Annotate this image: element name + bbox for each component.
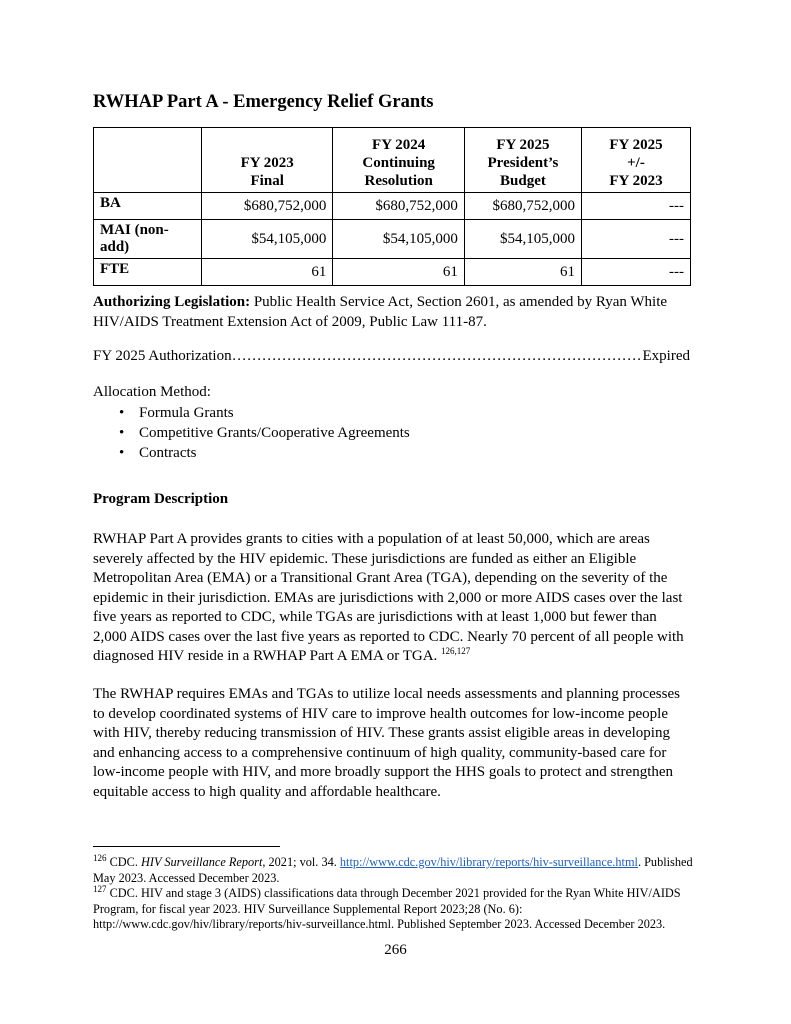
budget-table	[93, 127, 691, 286]
cell: 61	[333, 259, 464, 286]
cell: $680,752,000	[201, 193, 332, 220]
table-row	[94, 220, 691, 259]
authorizing-legislation: Authorizing Legislation: Public Health Service Act, Section 2601, as amended by Ryan White HIV/AIDS Treatment Extension Act of 2009, Public Law 111-87.	[93, 294, 668, 330]
footnotes	[93, 852, 703, 933]
footnote: $^{126}$ CDC. HIV Surveillance Report, 2021; vol. 34. http://www.cdc.gov/hiv/library/reports/hiv-surveillance.html. Published May 2023. Accessed December 2023.	[93, 852, 693, 885]
header-fy2024: FY 2024 Continuing Resolution	[333, 128, 464, 193]
header-change: FY 2025 +/- FY 2023	[581, 128, 690, 193]
table-row	[94, 259, 691, 286]
header-fy2023: FY 2023 Final	[201, 128, 332, 193]
leader-dots	[232, 347, 643, 367]
cell: $680,752,000	[333, 193, 464, 220]
cell: ---	[581, 193, 690, 220]
list-item: • Contracts	[119, 443, 693, 463]
paragraph: The RWHAP requires EMAs and TGAs to utilize local needs assessments and planning processes to develop coordinated systems of HIV care to improve health outcomes for low-income people with HIV, thereby reducing transmission of HIV. These grants assist eligible areas in developing and enhancing access to a comprehensive continuum of high quality, community-based care for low-income people with HIV, and more broadly support the HHS goals to protect and strengthen equitable access to high quality and affordable healthcare.	[93, 686, 680, 800]
allocation-method: Allocation Method: • Formula Grants • Competitive Grants/Cooperative Agreements • Contracts	[93, 383, 693, 463]
cell: 61	[201, 259, 332, 286]
list-item: • Competitive Grants/Cooperative Agreements	[119, 423, 693, 443]
paragraph: RWHAP Part A provides grants to cities with a population of at least 50,000, which are areas severely affected by the HIV epidemic. These jurisdictions are funded as either an Eligible Metropolitan Area (EMA) or a Transitional Grant Area (TGA), depending on the severity of the epidemic in their jurisdiction. EMAs are jurisdictions with 2,000 or more AIDS cases over the last five years as reported to CDC, while TGAs are jurisdictions with at least 1,000 but fewer than 2,000 AIDS cases over the last five years as reported to CDC. Nearly 70 percent of all people with diagnosed HIV reside in a RWHAP Part A EMA or TGA. $^{126,127}$	[93, 531, 684, 664]
list-item: • Formula Grants	[119, 403, 693, 423]
cell: ---	[581, 259, 690, 286]
authorization-line: FY 2025 Authorization …………………………………………………………………………………………………………………… Expired	[93, 347, 690, 367]
header-empty	[94, 128, 202, 193]
cell: $54,105,000	[333, 220, 464, 259]
cell: $680,752,000	[464, 193, 581, 220]
footnote-ref[interactable]: 126,127	[441, 646, 471, 656]
cell: $54,105,000	[464, 220, 581, 259]
allocation-list	[93, 403, 693, 463]
table-row	[94, 193, 691, 220]
header-fy2025: FY 2025 President’s Budget	[464, 128, 581, 193]
cell: ---	[581, 220, 690, 259]
cell: 61	[464, 259, 581, 286]
footnote-link[interactable]: http://www.cdc.gov/hiv/library/reports/hiv-surveillance.html	[339, 855, 638, 869]
table-header-row	[94, 128, 691, 193]
row-label: FTE	[94, 259, 202, 286]
row-label: MAI (non-add)	[94, 220, 202, 259]
footnote: $^{127}$ CDC. HIV and stage 3 (AIDS) classifications data through December 2021 provided for the Ryan White HIV/AIDS Program, for fiscal year 2023. HIV Surveillance Supplemental Report 2023;28 (No. 6): http://www.cdc.gov/hiv/library/reports/hiv-surveillance.html. Published September 2023. Accessed December 2023.	[93, 883, 681, 931]
row-label: BA	[94, 193, 202, 220]
footnote-divider	[93, 846, 280, 847]
section-heading: Program Description	[93, 491, 229, 507]
page-number: 266	[384, 942, 407, 958]
page-title: RWHAP Part A - Emergency Relief Grants	[93, 92, 434, 112]
cell: $54,105,000	[201, 220, 332, 259]
